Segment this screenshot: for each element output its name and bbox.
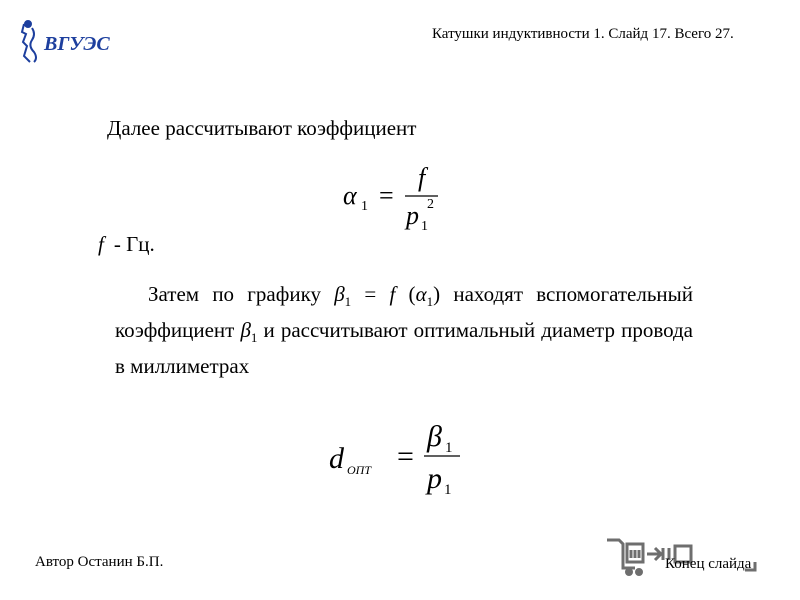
formula2-denominator-sub: 1 [444,482,452,498]
paragraph-eq: = [351,282,390,306]
paragraph-beta-2-sub: 1 [250,330,258,346]
unit-line [98,232,155,257]
formula1-lhs-symbol: α [343,181,357,210]
paragraph-alpha: α [415,282,427,306]
paragraph-beta-2: β [240,318,251,343]
formula1-denominator-base: p [406,201,419,230]
paragraph-text-1: Затем по графику [148,282,321,306]
paragraph-text-2: находят вспомогательный коэффициент [115,282,694,343]
formula1-numerator: f [418,163,426,192]
slide-info: Катушки индуктивности 1. Слайд 17. Всего 27. [432,26,734,42]
formula1-denominator-sub: 1 [421,219,428,234]
paragraph-beta: β [334,282,345,306]
logo-text: ВГУЭС [44,33,110,55]
unit-variable: f [98,232,104,256]
formula2-numerator-symbol: β [427,420,442,453]
unit-text: - Гц. [113,232,155,256]
formula1-lhs-sub: 1 [361,199,368,214]
formula2-equals: = [397,440,414,473]
paragraph-beta-sub: 1 [344,294,352,310]
formula2-lhs-sub: ОПТ [347,463,372,477]
formula2-lhs-symbol: d [329,442,344,475]
paragraph [115,280,693,381]
logo-emblem-icon [22,21,36,62]
formula2-numerator-sub: 1 [445,440,453,456]
paragraph-f: f [389,282,396,306]
paragraph-text-3: и рассчитывают оптимальный диаметр провода в миллиметрах [115,318,694,379]
paragraph-open-paren: ( [395,282,416,306]
author-text: Автор Останин Б.П. [35,554,164,570]
formula1-equals: = [379,181,394,210]
intro-text: Далее рассчитывают коэффициент [107,116,417,140]
paragraph-alpha-sub: 1 [426,294,434,310]
university-logo [14,18,114,66]
formula1-denominator-sup: 2 [427,197,434,212]
paragraph-close-paren: ) [433,282,441,306]
formula-diameter [325,412,475,502]
formula-alpha [335,160,455,240]
formula2-denominator-symbol: p [427,462,442,495]
end-slide-label[interactable]: Конец слайда [665,556,752,572]
